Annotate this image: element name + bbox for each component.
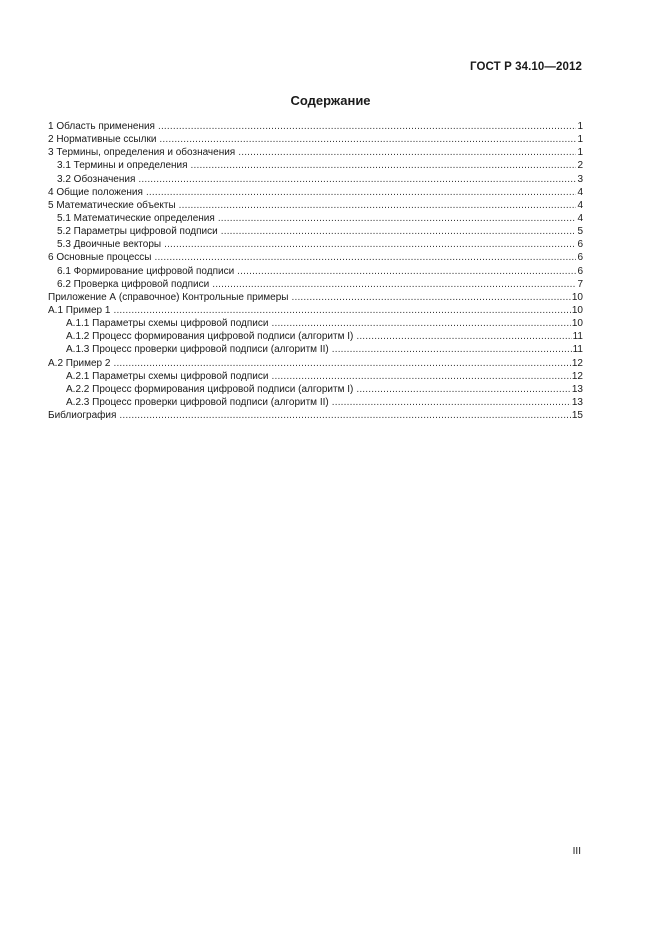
toc-entry-page: 15 <box>571 410 583 422</box>
toc-entry-page: 12 <box>571 370 583 382</box>
toc-entry-page: 13 <box>571 383 583 395</box>
toc-entry[interactable] <box>48 383 583 396</box>
toc-entry[interactable] <box>48 238 583 251</box>
toc-entry[interactable] <box>48 409 583 422</box>
toc-entry-label: 2 Нормативные ссылки <box>48 134 157 146</box>
toc-entry[interactable] <box>48 173 583 186</box>
toc-entry-label: 5.2 Параметры цифровой подписи <box>57 226 218 238</box>
toc-entry[interactable] <box>48 225 583 238</box>
table-of-contents <box>48 120 583 422</box>
toc-entry-label: А.2.3 Процесс проверки цифровой подписи (алгоритм II) <box>66 396 329 408</box>
toc-entry-page: 11 <box>572 344 583 356</box>
toc-entry-label: А.2 Пример 2 <box>48 357 111 369</box>
toc-entry[interactable] <box>48 304 583 317</box>
toc-leader-dots <box>271 317 570 330</box>
toc-entry-page: 3 <box>577 173 583 185</box>
toc-leader-dots <box>332 396 571 409</box>
toc-entry-label: Библиография <box>48 410 117 422</box>
toc-entry[interactable] <box>48 370 583 383</box>
toc-entry[interactable] <box>48 291 583 304</box>
toc-entry-label: А.2.1 Параметры схемы цифровой подписи <box>66 370 269 382</box>
toc-leader-dots <box>238 146 576 159</box>
toc-entry-label: 5.3 Двоичные векторы <box>57 239 162 251</box>
toc-leader-dots <box>292 291 571 304</box>
toc-title: Содержание <box>290 93 371 108</box>
toc-entry[interactable] <box>48 357 583 370</box>
toc-entry[interactable] <box>48 186 583 199</box>
toc-leader-dots <box>158 120 576 133</box>
toc-entry-page: 6 <box>577 265 583 277</box>
toc-entry-page: 10 <box>571 318 583 330</box>
toc-entry[interactable] <box>48 146 583 159</box>
toc-entry-page: 4 <box>577 212 583 224</box>
toc-entry-page: 5 <box>577 226 583 238</box>
toc-entry-label: А.2.2 Процесс формирования цифровой подписи (алгоритм I) <box>66 383 354 395</box>
toc-entry[interactable] <box>48 317 583 330</box>
toc-entry-page: 6 <box>577 239 583 251</box>
toc-entry-page: 10 <box>571 304 583 316</box>
toc-entry-page: 4 <box>577 186 583 198</box>
toc-entry-label: 6.1 Формирование цифровой подписи <box>57 265 235 277</box>
toc-leader-dots <box>119 409 570 422</box>
toc-entry-page: 13 <box>571 396 583 408</box>
toc-entry[interactable] <box>48 265 583 278</box>
toc-entry[interactable] <box>48 199 583 212</box>
toc-leader-dots <box>356 330 571 343</box>
toc-entry-label: 4 Общие положения <box>48 186 143 198</box>
toc-entry-page: 12 <box>571 357 583 369</box>
toc-entry[interactable] <box>48 278 583 291</box>
toc-entry-page: 1 <box>577 134 583 146</box>
toc-entry[interactable] <box>48 330 583 343</box>
toc-leader-dots <box>356 383 571 396</box>
toc-leader-dots <box>332 343 572 356</box>
toc-entry-page: 1 <box>577 147 583 159</box>
toc-entry[interactable] <box>48 212 583 225</box>
toc-leader-dots <box>191 159 577 172</box>
toc-leader-dots <box>237 265 576 278</box>
toc-entry-label: 5 Математические объекты <box>48 199 176 211</box>
toc-entry-label: 1 Область применения <box>48 121 155 132</box>
toc-leader-dots <box>218 212 577 225</box>
document-code: ГОСТ Р 34.10—2012 <box>470 61 582 73</box>
toc-leader-dots <box>159 133 576 146</box>
toc-leader-dots <box>154 251 576 264</box>
toc-entry-label: Приложение А (справочное) Контрольные примеры <box>48 291 289 303</box>
toc-entry-label: 6 Основные процессы <box>48 252 152 264</box>
toc-entry[interactable] <box>48 251 583 264</box>
page-number: III <box>572 846 581 857</box>
toc-entry[interactable] <box>48 343 583 356</box>
toc-leader-dots <box>164 238 576 251</box>
toc-entry-label: 3.1 Термины и определения <box>57 160 188 172</box>
toc-entry[interactable] <box>48 396 583 409</box>
toc-entry-page: 2 <box>577 160 583 172</box>
toc-entry-page: 4 <box>577 199 583 211</box>
toc-entry-label: А.1.1 Параметры схемы цифровой подписи <box>66 318 269 330</box>
toc-entry-page: 7 <box>577 278 583 290</box>
toc-leader-dots <box>113 357 570 370</box>
toc-entry-page: 11 <box>572 331 583 343</box>
toc-leader-dots <box>212 278 576 291</box>
toc-entry[interactable] <box>48 120 583 133</box>
toc-entry-label: А.1 Пример 1 <box>48 304 111 316</box>
toc-entry-page: 1 <box>577 121 583 132</box>
toc-leader-dots <box>221 225 577 238</box>
toc-entry-label: 6.2 Проверка цифровой подписи <box>57 278 210 290</box>
toc-leader-dots <box>138 173 576 186</box>
toc-entry-page: 6 <box>577 252 583 264</box>
toc-entry[interactable] <box>48 159 583 172</box>
toc-entry[interactable] <box>48 133 583 146</box>
toc-entry-label: А.1.2 Процесс формирования цифровой подписи (алгоритм I) <box>66 331 354 343</box>
toc-leader-dots <box>179 199 577 212</box>
toc-leader-dots <box>113 304 570 317</box>
toc-entry-label: 3 Термины, определения и обозначения <box>48 147 236 159</box>
toc-leader-dots <box>146 186 577 199</box>
toc-leader-dots <box>271 370 570 383</box>
toc-entry-label: 5.1 Математические определения <box>57 212 215 224</box>
toc-entry-label: А.1.3 Процесс проверки цифровой подписи (алгоритм II) <box>66 344 329 356</box>
toc-entry-page: 10 <box>571 291 583 303</box>
toc-entry-label: 3.2 Обозначения <box>57 173 136 185</box>
